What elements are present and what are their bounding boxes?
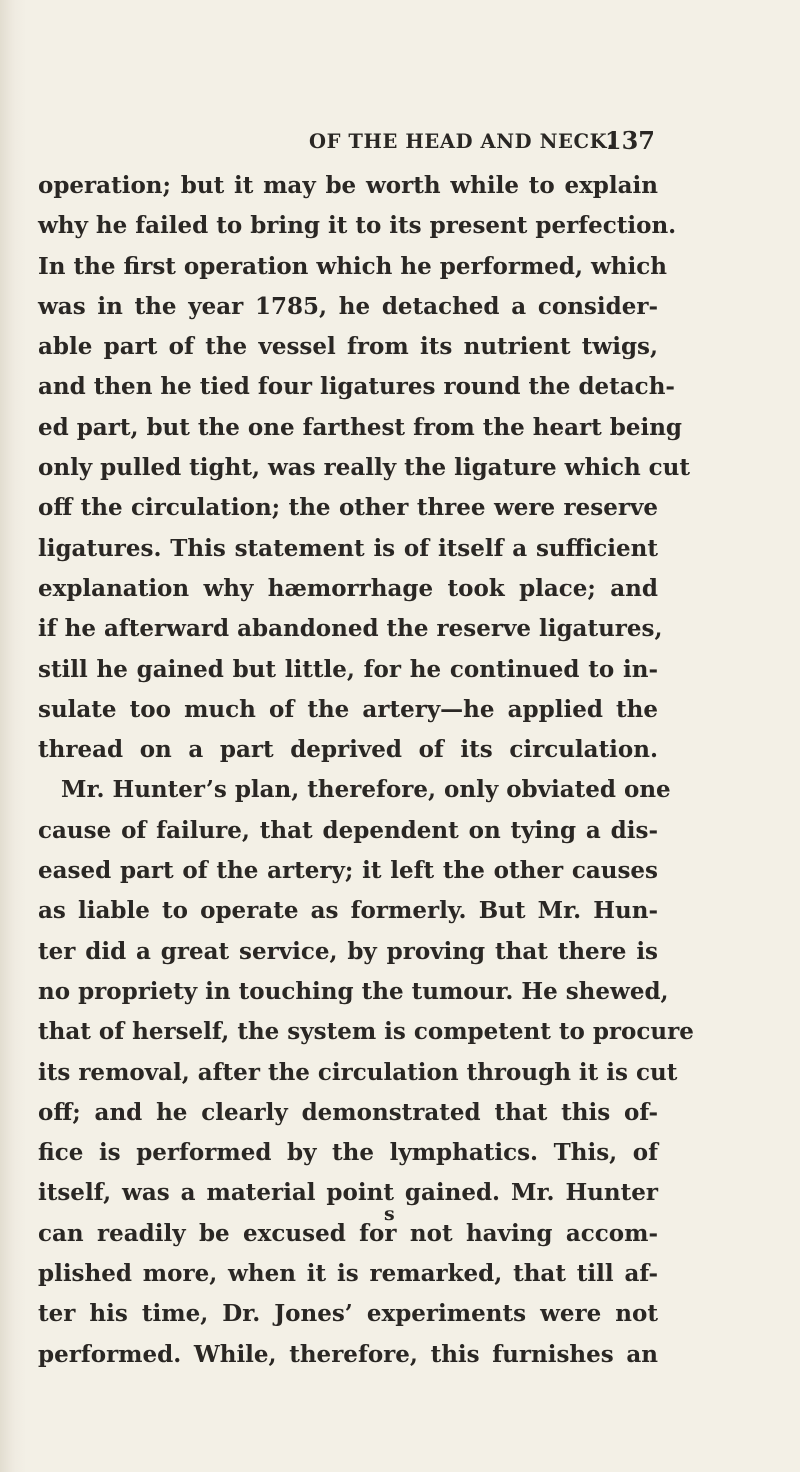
page-header [95, 120, 655, 160]
text-line: eased part of the artery; it left the other causes [38, 857, 658, 885]
text-line: ter did a great service, by proving that there is [38, 937, 658, 965]
text-line: only pulled tight, was really the ligature which cut [38, 454, 691, 482]
text-line-paragraph-start: Mr. Hunter’s plan, therefore, only obviated one [61, 776, 671, 804]
text-line: no propriety in touching the tumour. He shewed, [38, 977, 669, 1005]
text-line: performed. While, therefore, this furnishes an [38, 1340, 658, 1368]
text-line: as liable to operate as formerly. But Mr. Hun- [38, 897, 658, 925]
text-line: off; and he clearly demonstrated that this of- [38, 1098, 658, 1126]
signature-mark: s [384, 1203, 395, 1225]
text-line: why he failed to bring it to its present perfection. [38, 212, 677, 240]
text-line: itself, was a material point gained. Mr. Hunter [38, 1179, 658, 1207]
text-line: can readily be excused for not having accom- [38, 1219, 658, 1247]
text-line: able part of the vessel from its nutrient twigs, [38, 333, 658, 361]
gutter-shadow [0, 0, 26, 1472]
text-line: if he afterward abandoned the reserve ligatures, [38, 615, 663, 643]
text-line: cause of failure, that dependent on tying a dis- [38, 816, 658, 844]
text-line: sulate too much of the artery—he applied the [38, 695, 658, 723]
body-text [38, 166, 694, 1375]
text-line: ter his time, Dr. Jones’ experiments were not [38, 1300, 658, 1328]
text-line: its removal, after the circulation through it is cut [38, 1058, 678, 1086]
text-line: ligatures. This statement is of itself a sufficient [38, 534, 658, 562]
running-head: OF THE HEAD AND NECK. [309, 130, 615, 153]
text-line: thread on a part deprived of its circulation. [38, 736, 658, 764]
page-number: 137 [604, 126, 655, 155]
text-line: explanation why hæmorrhage took place; and [38, 574, 658, 602]
text-line: ed part, but the one farthest from the heart being [38, 413, 683, 441]
text-line: fice is performed by the lymphatics. This, of [38, 1139, 658, 1167]
text-line: operation; but it may be worth while to explain [38, 172, 658, 199]
text-line: that of herself, the system is competent to procure [38, 1018, 694, 1046]
text-line: was in the year 1785, he detached a consider- [38, 292, 658, 320]
text-line: In the first operation which he performed, which [38, 252, 667, 280]
text-line: and then he tied four ligatures round the detach- [38, 373, 675, 401]
text-line: plished more, when it is remarked, that till af- [38, 1260, 658, 1288]
text-line: off the circulation; the other three were reserve [38, 494, 658, 522]
text-line: still he gained but little, for he continued to in- [38, 655, 658, 683]
